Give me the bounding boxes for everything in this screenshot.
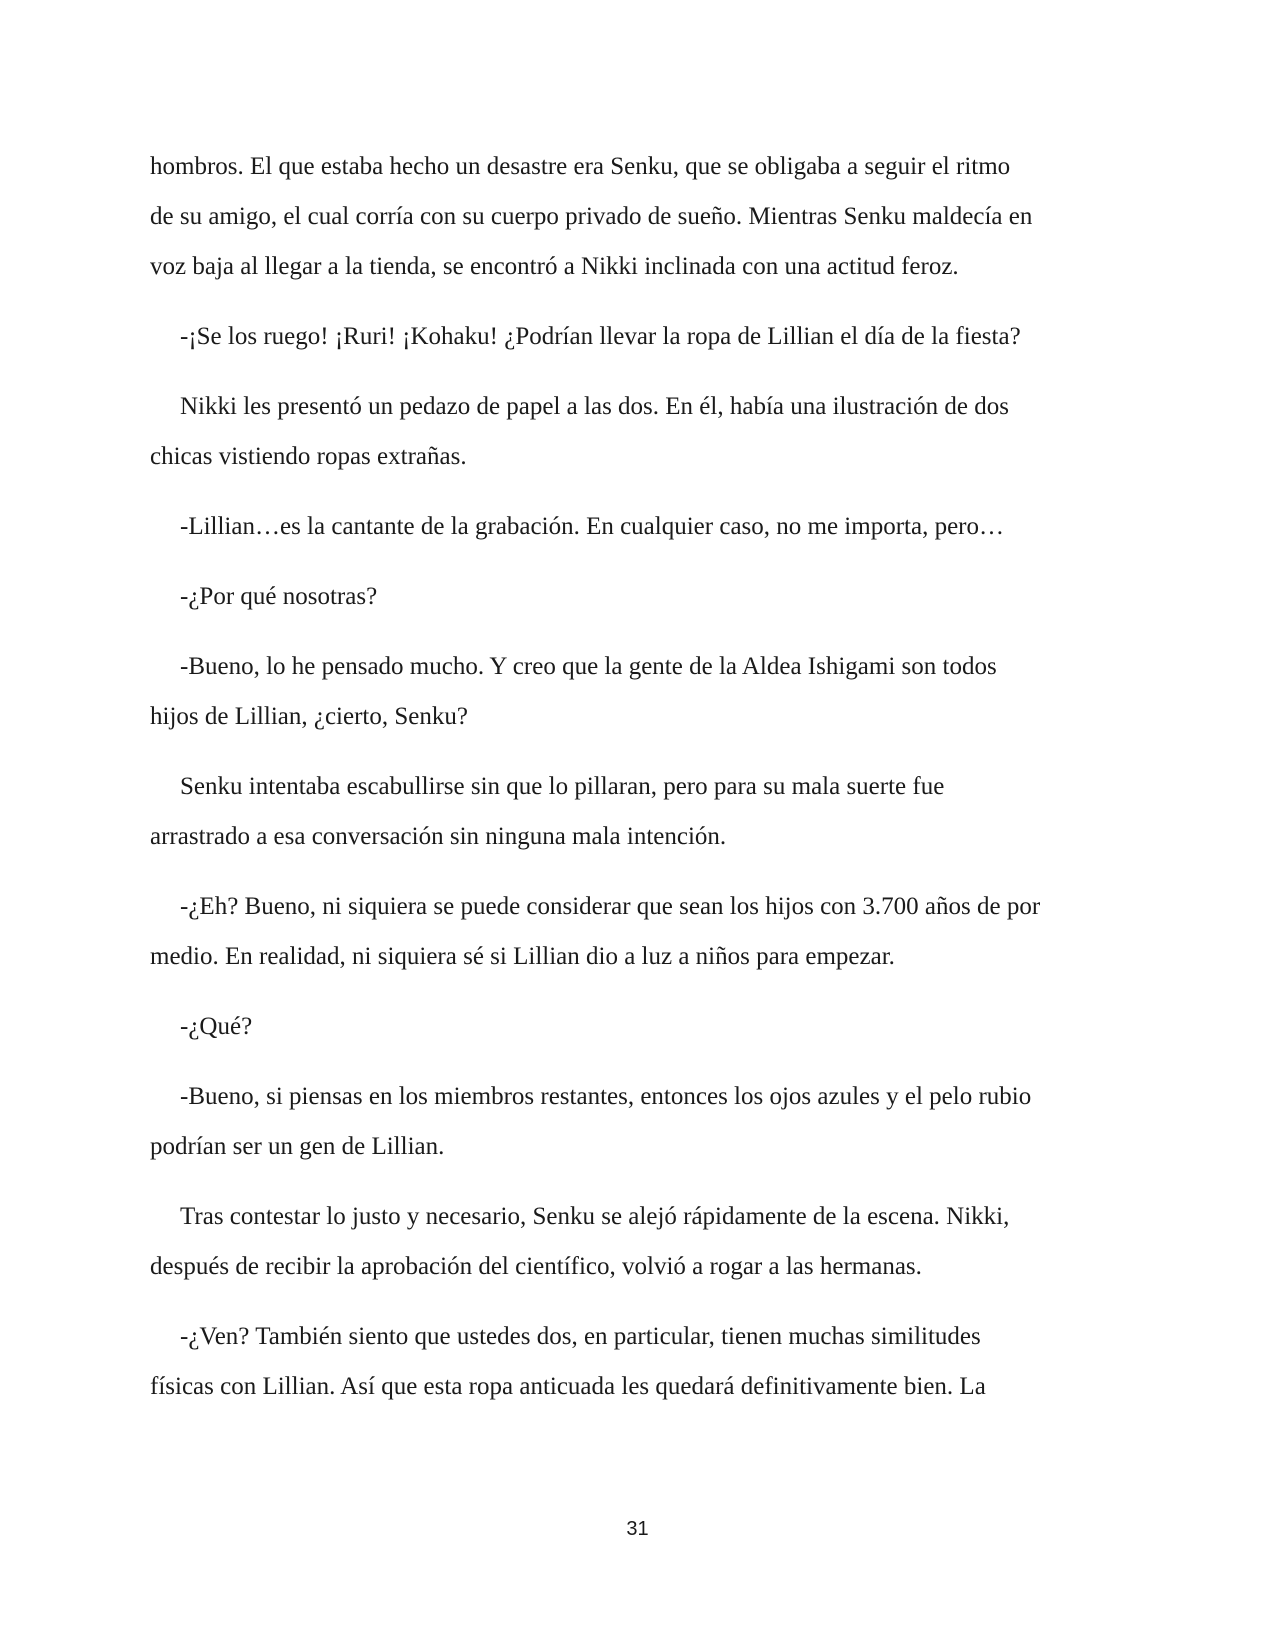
text-line: -Lillian…es la cantante de la grabación. En cualquier caso, no me importa, pero… xyxy=(180,513,1004,540)
text-line: -¿Por qué nosotras? xyxy=(180,583,378,610)
text-line: -Bueno, si piensas en los miembros restantes, entonces los ojos azules y el pelo rubio xyxy=(180,1083,1032,1110)
paragraph xyxy=(150,502,1130,552)
text-line: podrían ser un gen de Lillian. xyxy=(150,1133,445,1160)
paragraph xyxy=(150,882,1130,982)
text-line: Nikki les presentó un pedazo de papel a las dos. En él, había una ilustración de dos xyxy=(180,393,1009,420)
text-line: hijos de Lillian, ¿cierto, Senku? xyxy=(150,703,468,730)
paragraph xyxy=(150,1002,1130,1052)
paragraph xyxy=(150,382,1130,482)
paragraph xyxy=(150,142,1130,292)
paragraph xyxy=(150,572,1130,622)
paragraph xyxy=(150,1192,1130,1292)
text-line: Tras contestar lo justo y necesario, Senku se alejó rápidamente de la escena. Nikki, xyxy=(180,1203,1010,1230)
text-line: medio. En realidad, ni siquiera sé si Lillian dio a luz a niños para empezar. xyxy=(150,943,895,970)
page-number: 31 xyxy=(626,1518,649,1540)
paragraph xyxy=(150,1072,1130,1172)
text-line: hombros. El que estaba hecho un desastre era Senku, que se obligaba a seguir el ritmo xyxy=(150,153,1011,180)
text-line: -¡Se los ruego! ¡Ruri! ¡Kohaku! ¿Podrían llevar la ropa de Lillian el día de la fiesta? xyxy=(180,323,1021,350)
paragraph xyxy=(150,642,1130,742)
text-line: -¿Qué? xyxy=(180,1013,253,1040)
paragraph xyxy=(150,1312,1130,1412)
paragraph xyxy=(150,762,1130,862)
text-line: voz baja al llegar a la tienda, se encontró a Nikki inclinada con una actitud feroz. xyxy=(150,253,959,280)
text-line: físicas con Lillian. Así que esta ropa anticuada les quedará definitivamente bien. La xyxy=(150,1373,986,1400)
text-line: chicas vistiendo ropas extrañas. xyxy=(150,443,467,470)
text-line: -¿Ven? También siento que ustedes dos, en particular, tienen muchas similitudes xyxy=(180,1323,981,1350)
body-text xyxy=(150,142,1130,1432)
paragraph xyxy=(150,312,1130,362)
text-line: de su amigo, el cual corría con su cuerpo privado de sueño. Mientras Senku maldecía en xyxy=(150,203,1033,230)
text-line: -Bueno, lo he pensado mucho. Y creo que la gente de la Aldea Ishigami son todos xyxy=(180,653,997,680)
text-line: después de recibir la aprobación del científico, volvió a rogar a las hermanas. xyxy=(150,1253,922,1280)
text-line: arrastrado a esa conversación sin ninguna mala intención. xyxy=(150,823,727,850)
text-line: -¿Eh? Bueno, ni siquiera se puede considerar que sean los hijos con 3.700 años de por xyxy=(180,893,1041,920)
text-line: Senku intentaba escabullirse sin que lo pillaran, pero para su mala suerte fue xyxy=(180,773,945,800)
